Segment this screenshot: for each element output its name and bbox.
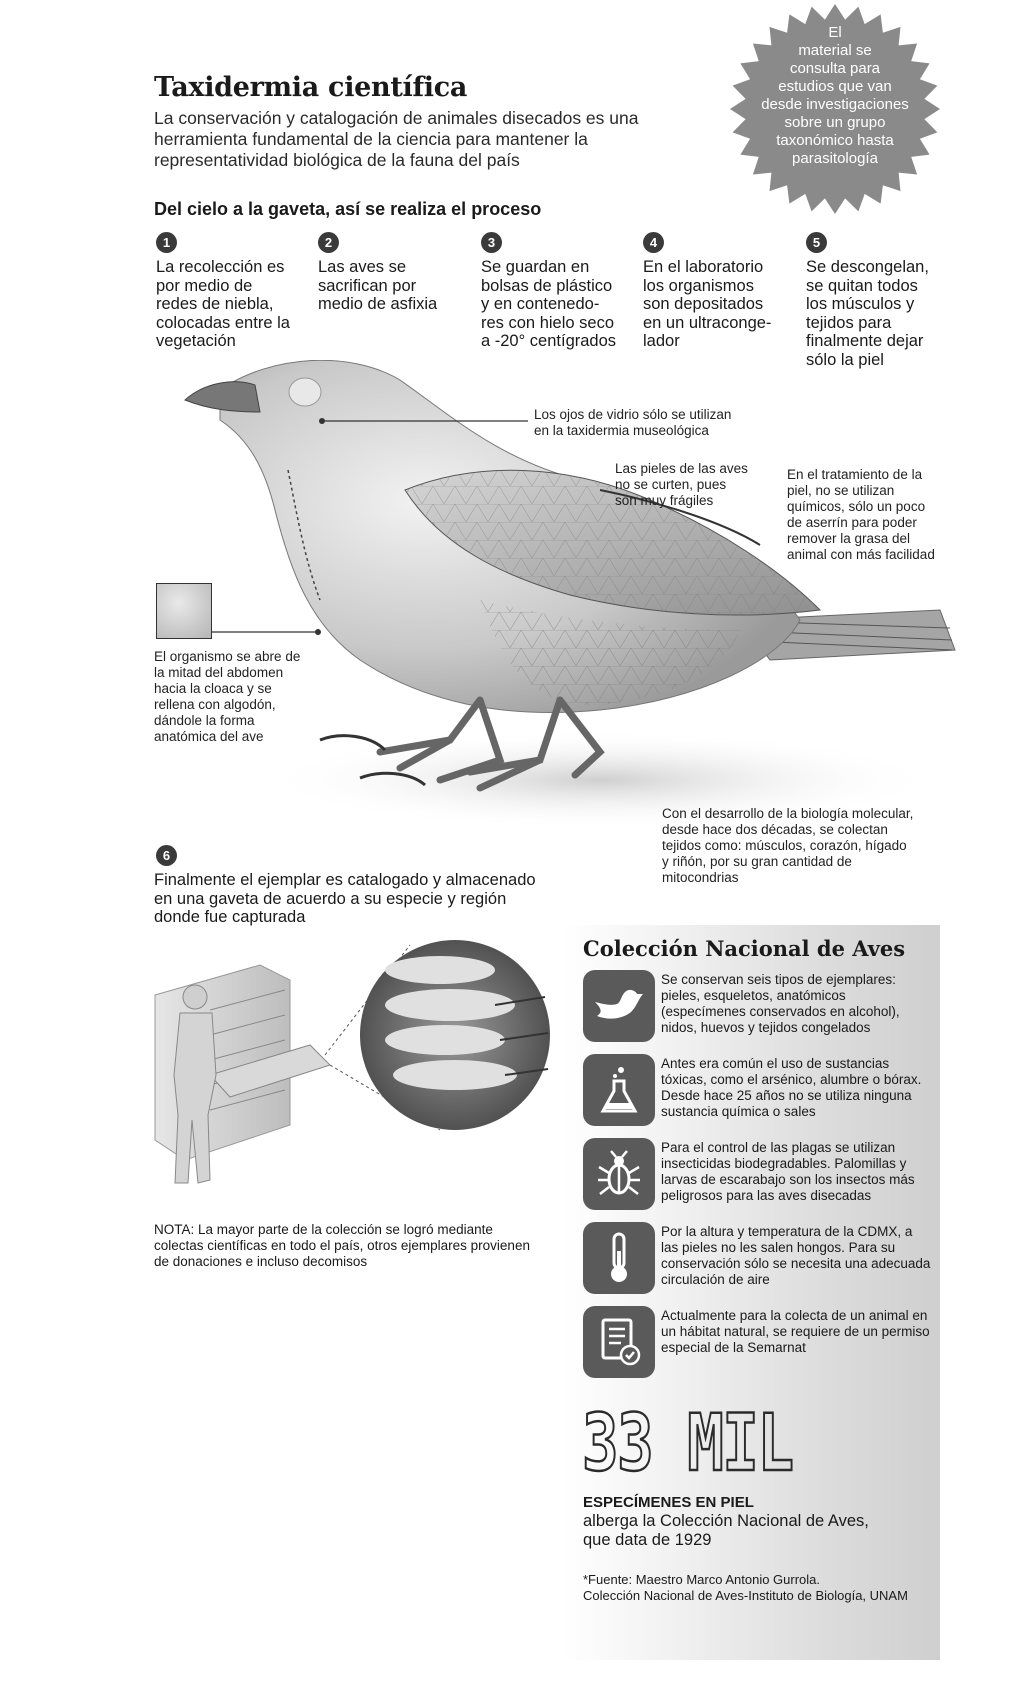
flask-icon: [583, 1054, 655, 1126]
thermometer-icon: [583, 1222, 655, 1294]
specimen-count-description: alberga la Colección Nacional de Aves, que data de 1929: [583, 1512, 869, 1549]
callout-glass-eyes: Los ojos de vidrio sólo se utilizan en la taxidermia museológica: [534, 407, 732, 438]
fact-text: Se conservan seis tipos de ejemplares: pieles, esqueletos, anatómicos (especímenes conservados en alcohol), nidos, huevos y tejidos congelados: [661, 972, 900, 1035]
skin-sample-swatch: [156, 583, 212, 639]
step-6-text: Finalmente el ejemplar es catalogado y almacenado en una gaveta de acuerdo a su especie y región donde fue capturada: [154, 871, 536, 926]
collection-note: NOTA: La mayor parte de la colección se logró mediante colectas científicas en todo el país, otros ejemplares provienen de donaciones e incluso decomisos: [154, 1222, 530, 1269]
specimen-count-label: ESPECÍMENES EN PIEL: [583, 1494, 754, 1511]
fact-specimen-types: [583, 970, 943, 1042]
source-credit: *Fuente: Maestro Marco Antonio Gurrola. Colección Nacional de Aves-Instituto de Biología, UNAM: [583, 1572, 908, 1603]
page-lead: La conservación y catalogación de animales disecados es una herramienta fundamental de la ciencia para mantener la representatividad biológica de la fauna del país: [154, 108, 639, 170]
step-number-badge: 4: [643, 232, 664, 253]
step-text: Las aves se sacrifican por medio de asfixia: [318, 258, 438, 313]
permit-document-icon: [583, 1306, 655, 1378]
callout-abdomen: El organismo se abre de la mitad del abdomen hacia la cloaca y se rellena con algodón, dándole la forma anatómica del ave: [154, 649, 301, 744]
fact-text: Antes era común el uso de sustancias tóxicas, como el arsénico, alumbre o bórax. Desde hace 25 años no se utiliza ninguna sustancia química o sales: [661, 1056, 922, 1119]
starburst-text: El material se consulta para estudios que van desde investigaciones sobre un grupo taxonómico hasta parasitología: [761, 24, 909, 167]
process-heading: Del cielo a la gaveta, así se realiza el proceso: [154, 199, 542, 219]
step-number-badge: 1: [156, 232, 177, 253]
step-text: Se guardan en bolsas de plástico y en contenedo- res con hielo seco a -20° centígrados: [481, 258, 617, 350]
storage-scene-illustration: [150, 925, 550, 1210]
step-text: En el laboratorio los organismos son depositados en un ultraconge- lador: [643, 258, 772, 350]
callout-skins: Las pieles de las aves no se curten, pues son muy frágiles: [615, 461, 748, 508]
step-number-badge: 5: [806, 232, 827, 253]
beetle-icon: [583, 1138, 655, 1210]
bird-icon: [583, 970, 655, 1042]
fact-toxic-substances: [583, 1054, 943, 1126]
step-text: Se descongelan, se quitan todos los músculos y tejidos para finalmente dejar sólo la piel: [806, 258, 929, 369]
collection-title: Colección Nacional de Aves: [583, 936, 906, 961]
step-number-badge: 2: [318, 232, 339, 253]
page-title: Taxidermia científica: [154, 72, 468, 103]
fact-climate: [583, 1222, 943, 1294]
callout-molecular: Con el desarrollo de la biología molecular, desde hace dos décadas, se colectan tejidos como: músculos, corazón, hígado y riñón, por su gran cantidad de mitocondrias: [662, 806, 914, 885]
step-number-badge: 6: [156, 845, 177, 866]
fact-text: Para el control de las plagas se utilizan insecticidas biodegradables. Palomillas y larvas de escarabajo son los insectos más peligrosos para las aves disecadas: [661, 1140, 915, 1203]
step-text: La recolección es por medio de redes de niebla, colocadas entre la vegetación: [156, 258, 290, 350]
process-step-6: [156, 845, 177, 866]
fact-permit: [583, 1306, 943, 1378]
fact-text: Por la altura y temperatura de la CDMX, a las pieles no les salen hongos. Para su conservación sólo se necesita una adecuada circulación de aire: [661, 1224, 931, 1287]
callout-treatment: En el tratamiento de la piel, no se utilizan químicos, sólo un poco de aserrín para poder remover la grasa del animal con más facilidad: [787, 467, 935, 562]
fact-pest-control: [583, 1138, 943, 1210]
specimen-count-number: 33 MIL: [582, 1399, 793, 1489]
step-number-badge: 3: [481, 232, 502, 253]
fact-text: Actualmente para la colecta de un animal en un hábitat natural, se requiere de un permiso especial de la Semarnat: [661, 1308, 930, 1355]
